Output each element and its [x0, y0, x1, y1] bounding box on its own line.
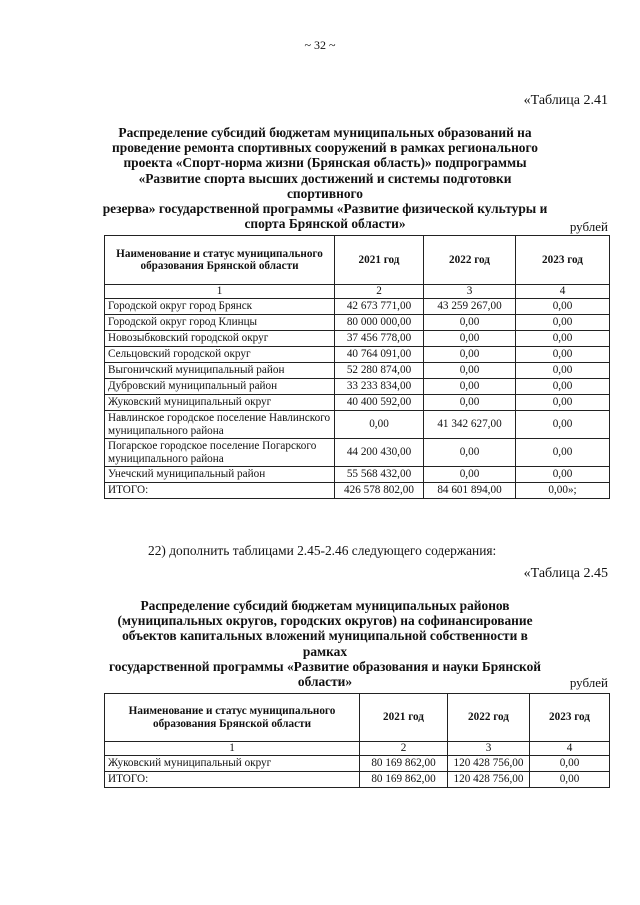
table1-header-row [105, 236, 610, 285]
table1-header-name: Наименование и статус муниципального образования Брянской области [105, 236, 335, 285]
body-paragraph: 22) дополнить таблицами 2.45-2.46 следующего содержания: [148, 543, 497, 558]
row-2021: 0,00 [335, 411, 424, 439]
table-row [105, 379, 610, 395]
table1-title-line: проведение ремонта спортивных сооружений в рамках регионального [112, 140, 538, 156]
row-2023: 0,00 [530, 772, 610, 788]
table2-title-line: (муниципальных округов, городских округов) на софинансирование [117, 613, 533, 629]
row-2022: 120 428 756,00 [448, 772, 530, 788]
row-2021: 80 000 000,00 [335, 315, 424, 331]
row-2021: 44 200 430,00 [335, 439, 424, 467]
row-2021: 55 568 432,00 [335, 467, 424, 483]
row-name: Сельцовский городской округ [105, 347, 335, 363]
row-2023: 0,00 [516, 315, 610, 331]
col-number: 1 [105, 742, 360, 756]
table-row [105, 347, 610, 363]
row-name: Жуковский муниципальный округ [105, 395, 335, 411]
table2-title [100, 598, 550, 689]
row-2022: 0,00 [424, 363, 516, 379]
row-name: ИТОГО: [105, 772, 360, 788]
row-2022: 0,00 [424, 331, 516, 347]
table-row [105, 467, 610, 483]
row-2021: 426 578 802,00 [335, 483, 424, 499]
col-number: 2 [360, 742, 448, 756]
row-2023: 0,00 [516, 467, 610, 483]
page-number: ~ 32 ~ [304, 38, 336, 52]
table-row [105, 331, 610, 347]
row-2023: 0,00 [516, 331, 610, 347]
row-2023: 0,00 [516, 411, 610, 439]
col-number: 4 [516, 285, 610, 299]
row-2021: 80 169 862,00 [360, 772, 448, 788]
row-2021: 33 233 834,00 [335, 379, 424, 395]
table2-header-2022: 2022 год [448, 694, 530, 742]
row-name: Жуковский муниципальный округ [105, 756, 360, 772]
row-name: Навлинское городское поселение Навлинского муниципального района [105, 411, 335, 439]
row-name: Погарское городское поселение Погарского муниципального района [105, 439, 335, 467]
row-2023: 0,00 [530, 756, 610, 772]
table2-title-line: области» [297, 674, 353, 690]
row-2023: 0,00 [516, 299, 610, 315]
row-2021: 80 169 862,00 [360, 756, 448, 772]
table1-header-2021: 2021 год [335, 236, 424, 285]
table-row [105, 439, 610, 467]
table1-label: «Таблица 2.41 [523, 93, 608, 108]
col-number: 3 [424, 285, 516, 299]
table1 [104, 235, 610, 499]
row-name: Городской округ город Клинцы [105, 315, 335, 331]
col-number: 4 [530, 742, 610, 756]
row-2023: 0,00»; [516, 483, 610, 499]
row-2022: 0,00 [424, 347, 516, 363]
row-2023: 0,00 [516, 395, 610, 411]
row-2022: 0,00 [424, 315, 516, 331]
row-2023: 0,00 [516, 347, 610, 363]
row-2023: 0,00 [516, 363, 610, 379]
col-number: 1 [105, 285, 335, 299]
table1-column-numbers [105, 285, 610, 299]
table2-title-line: государственной программы «Развитие образования и науки Брянской [108, 658, 542, 674]
table-row [105, 315, 610, 331]
table1-header-2022: 2022 год [424, 236, 516, 285]
table2-label: «Таблица 2.45 [523, 566, 608, 581]
table-row [105, 411, 610, 439]
table-total-row [105, 483, 610, 499]
row-name: Унечский муниципальный район [105, 467, 335, 483]
row-2021: 40 400 592,00 [335, 395, 424, 411]
table2-column-numbers [105, 742, 610, 756]
table1-title [100, 125, 550, 231]
table2 [104, 693, 610, 788]
row-2022: 84 601 894,00 [424, 483, 516, 499]
table-total-row [105, 772, 610, 788]
row-2021: 37 456 778,00 [335, 331, 424, 347]
col-number: 2 [335, 285, 424, 299]
row-name: Выгоничский муниципальный район [105, 363, 335, 379]
table2-header-2023: 2023 год [530, 694, 610, 742]
table1-title-line: Распределение субсидий бюджетам муниципальных образований на [118, 125, 532, 140]
row-2022: 0,00 [424, 379, 516, 395]
row-2022: 120 428 756,00 [448, 756, 530, 772]
table-row [105, 363, 610, 379]
table1-title-line: спорта Брянской области» [244, 216, 406, 232]
row-name: Новозыбковский городской округ [105, 331, 335, 347]
row-2023: 0,00 [516, 379, 610, 395]
row-name: Дубровский муниципальный район [105, 379, 335, 395]
table1-title-line: резерва» государственной программы «Развитие физической культуры и [102, 201, 548, 217]
row-2022: 0,00 [424, 395, 516, 411]
table1-units: рублей [569, 219, 608, 234]
table2-header-name: Наименование и статус муниципального образования Брянской области [105, 694, 360, 742]
table-row [105, 395, 610, 411]
table2-units: рублей [569, 675, 608, 690]
row-2021: 42 673 771,00 [335, 299, 424, 315]
row-2022: 41 342 627,00 [424, 411, 516, 439]
table2-header-row [105, 694, 610, 742]
table1-header-2023: 2023 год [516, 236, 610, 285]
row-2022: 0,00 [424, 439, 516, 467]
row-2023: 0,00 [516, 439, 610, 467]
row-2021: 52 280 874,00 [335, 363, 424, 379]
table2-title-line: Распределение субсидий бюджетам муниципальных районов [140, 598, 510, 613]
row-2022: 43 259 267,00 [424, 299, 516, 315]
table2-title-line: объектов капитальных вложений муниципальной собственности в рамках [122, 628, 528, 659]
row-name: Городской округ город Брянск [105, 299, 335, 315]
table-row [105, 299, 610, 315]
col-number: 3 [448, 742, 530, 756]
table2-header-2021: 2021 год [360, 694, 448, 742]
table1-title-line: «Развитие спорта высших достижений и системы подготовки спортивного [138, 170, 512, 201]
table1-title-line: проекта «Спорт-норма жизни (Брянская область)» подпрограммы [123, 155, 527, 171]
row-2021: 40 764 091,00 [335, 347, 424, 363]
row-2022: 0,00 [424, 467, 516, 483]
table-row [105, 756, 610, 772]
row-name: ИТОГО: [105, 483, 335, 499]
